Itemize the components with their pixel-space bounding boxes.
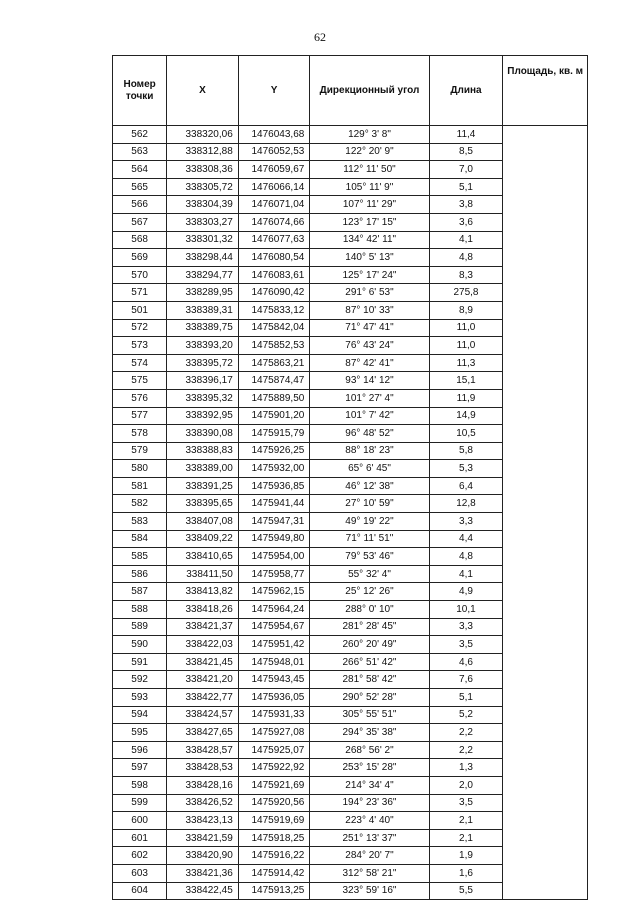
cell-length: 8,5	[429, 143, 503, 161]
cell-point-number: 590	[113, 636, 167, 654]
cell-length: 11,4	[429, 126, 503, 144]
cell-x: 338301,32	[167, 231, 239, 249]
cell-length: 12,8	[429, 495, 503, 513]
cell-length: 15,1	[429, 372, 503, 390]
cell-bearing: 112° 11' 50"	[310, 161, 429, 179]
cell-x: 338308,36	[167, 161, 239, 179]
cell-y: 1475931,33	[238, 706, 310, 724]
cell-bearing: 125° 17' 24"	[310, 266, 429, 284]
cell-x: 338420,90	[167, 847, 239, 865]
cell-x: 338421,20	[167, 671, 239, 689]
cell-length: 11,0	[429, 337, 503, 355]
cell-point-number: 603	[113, 864, 167, 882]
cell-x: 338396,17	[167, 372, 239, 390]
cell-x: 338418,26	[167, 601, 239, 619]
cell-length: 4,1	[429, 231, 503, 249]
cell-x: 338294,77	[167, 266, 239, 284]
cell-y: 1476066,14	[238, 178, 310, 196]
cell-bearing: 323° 59' 16"	[310, 882, 429, 900]
cell-y: 1475920,56	[238, 794, 310, 812]
cell-point-number: 576	[113, 389, 167, 407]
cell-length: 10,1	[429, 601, 503, 619]
cell-point-number: 501	[113, 301, 167, 319]
cell-bearing: 76° 43' 24"	[310, 337, 429, 355]
cell-x: 338395,65	[167, 495, 239, 513]
cell-length: 5,1	[429, 178, 503, 196]
cell-x: 338428,57	[167, 741, 239, 759]
cell-point-number: 600	[113, 812, 167, 830]
cell-x: 338407,08	[167, 513, 239, 531]
cell-x: 338389,75	[167, 319, 239, 337]
cell-x: 338395,32	[167, 389, 239, 407]
cell-bearing: 96° 48' 52"	[310, 425, 429, 443]
cell-y: 1475954,67	[238, 618, 310, 636]
cell-x: 338409,22	[167, 530, 239, 548]
cell-x: 338393,20	[167, 337, 239, 355]
cell-point-number: 568	[113, 231, 167, 249]
cell-point-number: 579	[113, 442, 167, 460]
cell-y: 1475936,85	[238, 477, 310, 495]
cell-point-number: 581	[113, 477, 167, 495]
cell-y: 1475962,15	[238, 583, 310, 601]
cell-bearing: 88° 18' 23"	[310, 442, 429, 460]
table-row	[113, 126, 588, 144]
cell-length: 4,9	[429, 583, 503, 601]
cell-bearing: 123° 17' 15"	[310, 213, 429, 231]
cell-x: 338389,00	[167, 460, 239, 478]
cell-bearing: 134° 42' 11"	[310, 231, 429, 249]
cell-y: 1475915,79	[238, 425, 310, 443]
cell-x: 338427,65	[167, 724, 239, 742]
cell-length: 11,9	[429, 389, 503, 407]
cell-length: 1,9	[429, 847, 503, 865]
cell-y: 1476083,61	[238, 266, 310, 284]
cell-bearing: 101° 27' 4"	[310, 389, 429, 407]
cell-bearing: 268° 56' 2"	[310, 741, 429, 759]
cell-point-number: 594	[113, 706, 167, 724]
cell-length: 10,5	[429, 425, 503, 443]
cell-y: 1476080,54	[238, 249, 310, 267]
cell-point-number: 596	[113, 741, 167, 759]
cell-y: 1475951,42	[238, 636, 310, 654]
cell-bearing: 290° 52' 28"	[310, 689, 429, 707]
cell-point-number: 601	[113, 829, 167, 847]
cell-point-number: 572	[113, 319, 167, 337]
header-bearing: Дирекционный угол	[310, 56, 429, 126]
cell-x: 338428,16	[167, 776, 239, 794]
cell-point-number: 593	[113, 689, 167, 707]
cell-y: 1475926,25	[238, 442, 310, 460]
cell-bearing: 55° 32' 4"	[310, 565, 429, 583]
cell-point-number: 595	[113, 724, 167, 742]
cell-y: 1476090,42	[238, 284, 310, 302]
cell-point-number: 575	[113, 372, 167, 390]
cell-length: 5,8	[429, 442, 503, 460]
header-length: Длина	[429, 56, 503, 126]
cell-length: 3,5	[429, 636, 503, 654]
cell-y: 1476052,53	[238, 143, 310, 161]
cell-length: 7,0	[429, 161, 503, 179]
cell-length: 2,2	[429, 724, 503, 742]
header-y: Y	[238, 56, 310, 126]
cell-length: 5,3	[429, 460, 503, 478]
cell-length: 2,1	[429, 829, 503, 847]
cell-y: 1475901,20	[238, 407, 310, 425]
cell-x: 338392,95	[167, 407, 239, 425]
cell-x: 338390,08	[167, 425, 239, 443]
cell-y: 1475913,25	[238, 882, 310, 900]
cell-bearing: 27° 10' 59"	[310, 495, 429, 513]
cell-y: 1476071,04	[238, 196, 310, 214]
cell-point-number: 580	[113, 460, 167, 478]
cell-x: 338303,27	[167, 213, 239, 231]
cell-x: 338426,52	[167, 794, 239, 812]
cell-y: 1475949,80	[238, 530, 310, 548]
cell-y: 1475941,44	[238, 495, 310, 513]
cell-bearing: 140° 5' 13"	[310, 249, 429, 267]
cell-bearing: 65° 6' 45"	[310, 460, 429, 478]
cell-point-number: 570	[113, 266, 167, 284]
cell-bearing: 223° 4' 40"	[310, 812, 429, 830]
cell-length: 2,0	[429, 776, 503, 794]
cell-point-number: 564	[113, 161, 167, 179]
cell-bearing: 71° 11' 51"	[310, 530, 429, 548]
cell-y: 1475922,92	[238, 759, 310, 777]
cell-y: 1475833,12	[238, 301, 310, 319]
cell-y: 1475932,00	[238, 460, 310, 478]
cell-x: 338410,65	[167, 548, 239, 566]
cell-bearing: 87° 10' 33"	[310, 301, 429, 319]
cell-length: 3,6	[429, 213, 503, 231]
page-number: 62	[314, 30, 326, 44]
header-area: Площадь, кв. м	[503, 56, 588, 126]
cell-bearing: 46° 12' 38"	[310, 477, 429, 495]
cell-bearing: 260° 20' 49"	[310, 636, 429, 654]
cell-length: 11,0	[429, 319, 503, 337]
cell-bearing: 25° 12' 26"	[310, 583, 429, 601]
cell-point-number: 573	[113, 337, 167, 355]
cell-bearing: 281° 28' 45"	[310, 618, 429, 636]
cell-length: 5,1	[429, 689, 503, 707]
cell-x: 338423,13	[167, 812, 239, 830]
cell-x: 338413,82	[167, 583, 239, 601]
cell-bearing: 105° 11' 9"	[310, 178, 429, 196]
cell-length: 4,4	[429, 530, 503, 548]
cell-bearing: 312° 58' 21"	[310, 864, 429, 882]
cell-point-number: 562	[113, 126, 167, 144]
cell-x: 338289,95	[167, 284, 239, 302]
cell-point-number: 569	[113, 249, 167, 267]
cell-y: 1475936,05	[238, 689, 310, 707]
cell-length: 11,3	[429, 354, 503, 372]
cell-point-number: 591	[113, 653, 167, 671]
cell-point-number: 592	[113, 671, 167, 689]
cell-point-number: 584	[113, 530, 167, 548]
cell-bearing: 93° 14' 12"	[310, 372, 429, 390]
cell-length: 2,1	[429, 812, 503, 830]
cell-bearing: 214° 34' 4"	[310, 776, 429, 794]
header-x: X	[167, 56, 239, 126]
cell-y: 1475943,45	[238, 671, 310, 689]
cell-bearing: 288° 0' 10"	[310, 601, 429, 619]
cell-bearing: 87° 42' 41"	[310, 354, 429, 372]
cell-length: 4,8	[429, 249, 503, 267]
cell-x: 338421,59	[167, 829, 239, 847]
cell-bearing: 281° 58' 42"	[310, 671, 429, 689]
cell-bearing: 294° 35' 38"	[310, 724, 429, 742]
cell-x: 338305,72	[167, 178, 239, 196]
cell-point-number: 587	[113, 583, 167, 601]
cell-length: 4,6	[429, 653, 503, 671]
table-header-row	[113, 56, 588, 126]
cell-point-number: 585	[113, 548, 167, 566]
cell-point-number: 586	[113, 565, 167, 583]
cell-point-number: 577	[113, 407, 167, 425]
cell-length: 4,1	[429, 565, 503, 583]
header-point-number: Номер точки	[113, 56, 167, 126]
cell-length: 3,3	[429, 513, 503, 531]
cell-length: 5,5	[429, 882, 503, 900]
cell-y: 1475947,31	[238, 513, 310, 531]
cell-x: 338428,53	[167, 759, 239, 777]
cell-bearing: 291° 6' 53"	[310, 284, 429, 302]
cell-point-number: 571	[113, 284, 167, 302]
cell-bearing: 284° 20' 7"	[310, 847, 429, 865]
cell-y: 1475919,69	[238, 812, 310, 830]
cell-y: 1475889,50	[238, 389, 310, 407]
cell-point-number: 599	[113, 794, 167, 812]
cell-y: 1475842,04	[238, 319, 310, 337]
cell-length: 3,3	[429, 618, 503, 636]
cell-x: 338421,36	[167, 864, 239, 882]
cell-bearing: 122° 20' 9"	[310, 143, 429, 161]
cell-point-number: 597	[113, 759, 167, 777]
cell-bearing: 129° 3' 8"	[310, 126, 429, 144]
cell-x: 338320,06	[167, 126, 239, 144]
cell-x: 338391,25	[167, 477, 239, 495]
cell-x: 338422,45	[167, 882, 239, 900]
cell-y: 1475916,22	[238, 847, 310, 865]
cell-length: 8,9	[429, 301, 503, 319]
cell-y: 1476059,67	[238, 161, 310, 179]
cell-point-number: 567	[113, 213, 167, 231]
cell-point-number: 583	[113, 513, 167, 531]
cell-y: 1475948,01	[238, 653, 310, 671]
cell-x: 338411,50	[167, 565, 239, 583]
cell-y: 1476077,63	[238, 231, 310, 249]
cell-x: 338304,39	[167, 196, 239, 214]
cell-point-number: 588	[113, 601, 167, 619]
cell-y: 1475954,00	[238, 548, 310, 566]
cell-y: 1475918,25	[238, 829, 310, 847]
cell-y: 1475863,21	[238, 354, 310, 372]
cell-y: 1475914,42	[238, 864, 310, 882]
cell-y: 1476074,66	[238, 213, 310, 231]
cell-bearing: 101° 7' 42"	[310, 407, 429, 425]
cell-length: 3,5	[429, 794, 503, 812]
cell-length: 14,9	[429, 407, 503, 425]
cell-y: 1475927,08	[238, 724, 310, 742]
cell-bearing: 253° 15' 28"	[310, 759, 429, 777]
cell-point-number: 563	[113, 143, 167, 161]
cell-y: 1475964,24	[238, 601, 310, 619]
cell-x: 338388,83	[167, 442, 239, 460]
cell-x: 338421,37	[167, 618, 239, 636]
cell-length: 2,2	[429, 741, 503, 759]
cell-y: 1475852,53	[238, 337, 310, 355]
cell-length: 8,3	[429, 266, 503, 284]
cell-point-number: 604	[113, 882, 167, 900]
cell-point-number: 589	[113, 618, 167, 636]
cell-point-number: 602	[113, 847, 167, 865]
cell-point-number: 578	[113, 425, 167, 443]
cell-length: 4,8	[429, 548, 503, 566]
cell-x: 338395,72	[167, 354, 239, 372]
cell-bearing: 194° 23' 36"	[310, 794, 429, 812]
cell-point-number: 582	[113, 495, 167, 513]
cell-length: 1,3	[429, 759, 503, 777]
cell-length: 7,6	[429, 671, 503, 689]
cell-bearing: 305° 55' 51"	[310, 706, 429, 724]
cell-y: 1476043,68	[238, 126, 310, 144]
cell-x: 338389,31	[167, 301, 239, 319]
cell-x: 338421,45	[167, 653, 239, 671]
cell-length: 5,2	[429, 706, 503, 724]
cell-x: 338422,03	[167, 636, 239, 654]
cell-y: 1475921,69	[238, 776, 310, 794]
cell-point-number: 566	[113, 196, 167, 214]
cell-point-number: 598	[113, 776, 167, 794]
cell-bearing: 266° 51' 42"	[310, 653, 429, 671]
cell-length: 3,8	[429, 196, 503, 214]
cell-x: 338298,44	[167, 249, 239, 267]
cell-length: 1,6	[429, 864, 503, 882]
cell-point-number: 574	[113, 354, 167, 372]
cell-y: 1475925,07	[238, 741, 310, 759]
cell-bearing: 251° 13' 37"	[310, 829, 429, 847]
table-body	[113, 126, 588, 900]
cell-length: 275,8	[429, 284, 503, 302]
cell-area	[503, 126, 588, 900]
cell-x: 338312,88	[167, 143, 239, 161]
cell-y: 1475958,77	[238, 565, 310, 583]
cell-x: 338424,57	[167, 706, 239, 724]
cell-x: 338422,77	[167, 689, 239, 707]
cell-point-number: 565	[113, 178, 167, 196]
cell-bearing: 49° 19' 22"	[310, 513, 429, 531]
coordinates-table	[112, 55, 588, 900]
cell-y: 1475874,47	[238, 372, 310, 390]
cell-bearing: 71° 47' 41"	[310, 319, 429, 337]
cell-length: 6,4	[429, 477, 503, 495]
cell-bearing: 107° 11' 29"	[310, 196, 429, 214]
cell-bearing: 79° 53' 46"	[310, 548, 429, 566]
